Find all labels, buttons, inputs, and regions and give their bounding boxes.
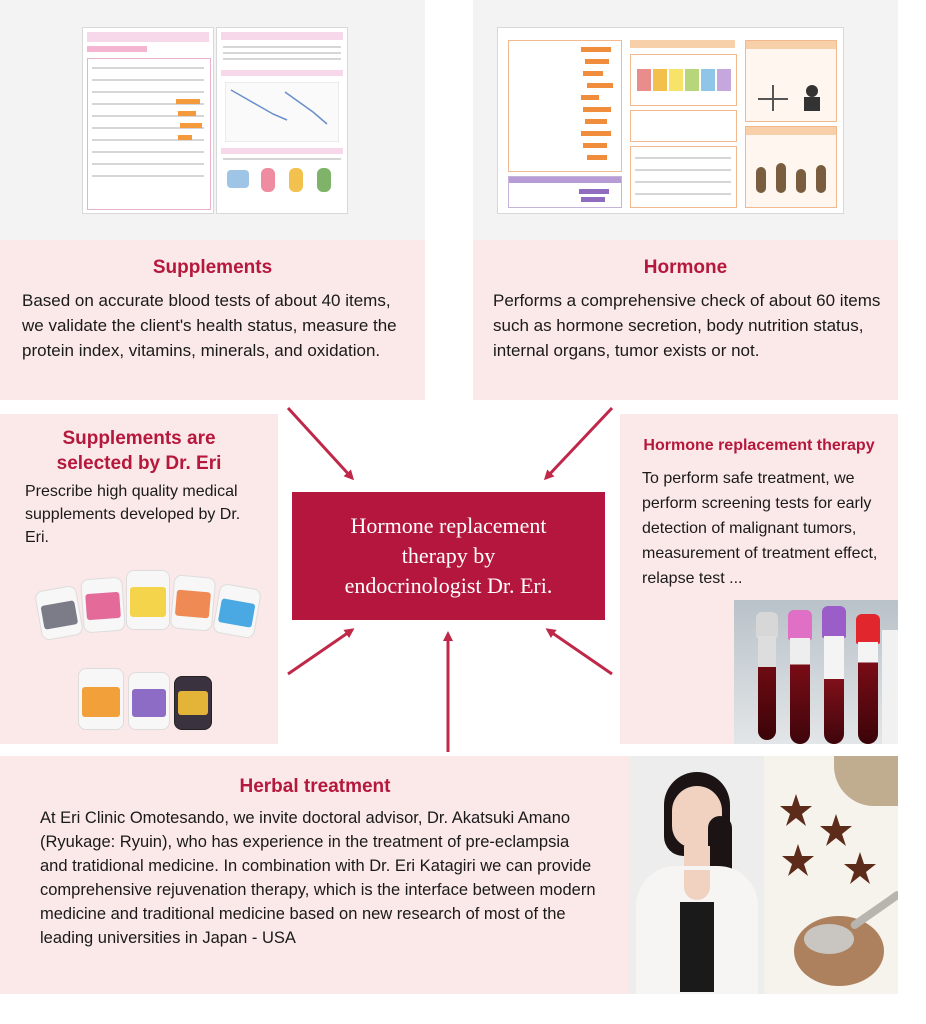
selected-title-line2: selected by Dr. Eri: [56, 453, 222, 474]
doctor-portrait-image: [630, 756, 764, 994]
hrt-title: Hormone replacement therapy: [643, 437, 875, 454]
herbal-spices-image: [764, 756, 898, 994]
arrow-from-hrt: [548, 630, 612, 674]
herbal-description: At Eri Clinic Omotesando, we invite doctoral advisor, Dr. Akatsuki Amano (Ryukage: Ryuin), who has experience in the treatment of pre-eclampsia and tratidional medicine. In combination with Dr. Eri Katagiri we can provide comprehensive rejuvenation therapy, which is the interface between modern medicine and traditional medicine based on new research of most of the leading universities in Japan - USA: [40, 809, 596, 947]
supplements-title: Supplements: [152, 257, 273, 278]
center-line-2: therapy by: [401, 543, 496, 568]
herbal-title: Herbal treatment: [239, 776, 391, 797]
arrow-from-hormone: [546, 408, 612, 478]
arrow-from-selected: [288, 630, 352, 674]
arrow-from-supplements: [288, 408, 352, 478]
selected-title-line1: Supplements are: [62, 428, 216, 449]
supplements-description: Based on accurate blood tests of about 40 items, we validate the client's health status, measure the protein index, vitamins, minerals, and oxidation.: [22, 291, 397, 360]
center-line-3: endocrinologist Dr. Eri.: [344, 573, 553, 598]
hormone-description: Performs a comprehensive check of about 60 items such as hormone secretion, body nutrition status, internal organs, tumor exists or not.: [493, 291, 881, 360]
center-line-1: Hormone replacement: [350, 513, 547, 538]
herbal-panel: [0, 756, 630, 994]
selected-description: Prescribe high quality medical supplements developed by Dr. Eri.: [25, 483, 241, 546]
hormone-title: Hormone: [643, 257, 728, 278]
hrt-description: To perform safe treatment, we perform screening tests for early detection of malignant tumors, measurement of treatment effect, relapse test ...: [642, 470, 878, 587]
